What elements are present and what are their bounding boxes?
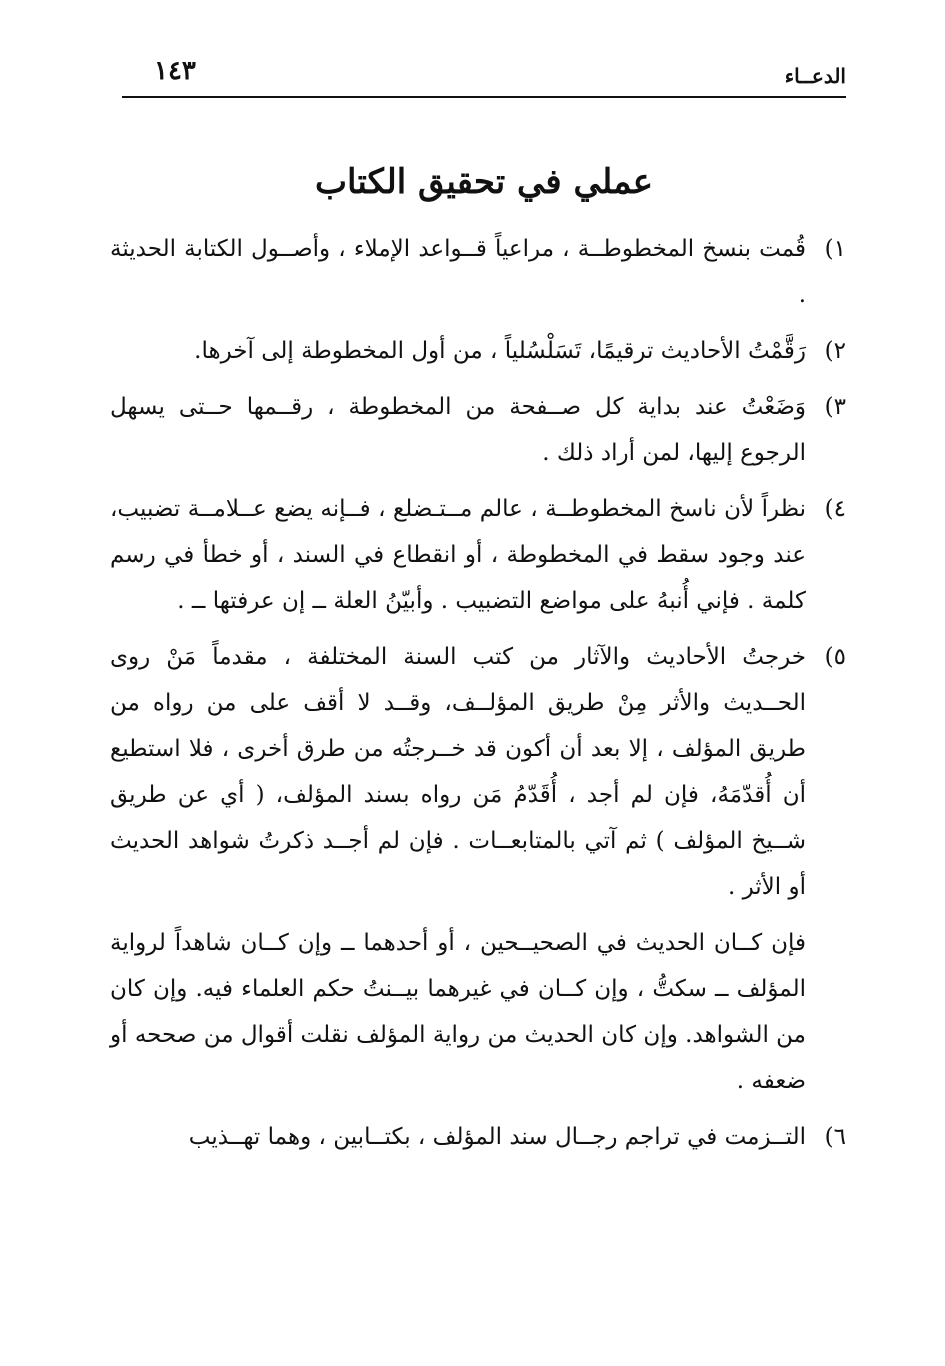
list-item-2 [110,328,846,374]
item-text: نظراً لأن ناسخ المخطوطــة ، عالم مــتـضلع ، فــإنه يضع عــلامــة تضبيب، عند وجود سقط في المخطوطة ، أو انقطاع في السند ، أو خطأ في رسم كلمة . فإني أُنبهُ على مواضع التضبيب . وأبيّنُ العلة ــ إن عرفتها ــ . [110,496,806,614]
item-text: وَضَعْتُ عند بداية كل صــفحة من المخطوطة ، رقــمها حــتى يسهل الرجوع إليها، لمن أراد ذلك . [110,394,806,466]
page-number: ١٤٣ [154,56,196,86]
item-text: رَقَّمْتُ الأحاديث ترقيمًا، تَسَلْسُلياً ، من أول المخطوطة إلى آخرها. [194,338,806,364]
item-number: ٦) [824,1124,846,1150]
item-text: التــزمت في تراجم رجــال سند المؤلف ، بكتــابين ، وهما تهــذيب [188,1124,806,1150]
item-number: ٢) [824,338,846,364]
list-item-6 [110,1114,846,1160]
list-item-5 [110,634,846,910]
item-number: ٥) [824,644,846,670]
list-item-1 [110,226,846,318]
item-number: ٤) [824,496,846,522]
item-text: خرجتُ الأحاديث والآثار من كتب السنة المختلفة ، مقدماً مَنْ روى الحــديث والأثر مِنْ طريق المؤلــف، وقــد لا أقف على من رواه من طريق المؤلف ، إلا بعد أن أكون قد خــرجتُه من طرق أخرى ، فلا استطيع أن أُقدّمَهُ، فإن لم أجد ، أُقَدّمُ مَن رواه بسند المؤلف، ( أي عن طريق شــيخ المؤلف ) ثم آتي بالمتابعــات . فإن لم أجــد ذكرتُ شواهد الحديث أو الأثر . [110,644,806,900]
running-head: الدعــاء [784,64,846,88]
list-item-4 [110,486,846,624]
item-number: ٣) [824,394,846,420]
section-title: عملي في تحقيق الكتاب [314,162,654,202]
item-text: قُمت بنسخ المخطوطــة ، مراعياً قــواعد الإملاء ، وأصــول الكتابة الحديثة . [110,236,806,308]
continuation-paragraph: فإن كــان الحديث في الصحيــحين ، أو أحدهما ــ وإن كــان شاهداً لرواية المؤلف ــ سكتُّ ، وإن كــان في غيرهما بيــنتُ حكم العلماء فيه. وإن كان من الشواهد. وإن كان الحديث من رواية المؤلف نقلت أقوال من صححه أو ضعفه . [110,930,806,1094]
page-header [122,48,846,98]
item-number: ١) [824,236,846,262]
list-item-3 [110,384,846,476]
body-text [110,226,846,1170]
